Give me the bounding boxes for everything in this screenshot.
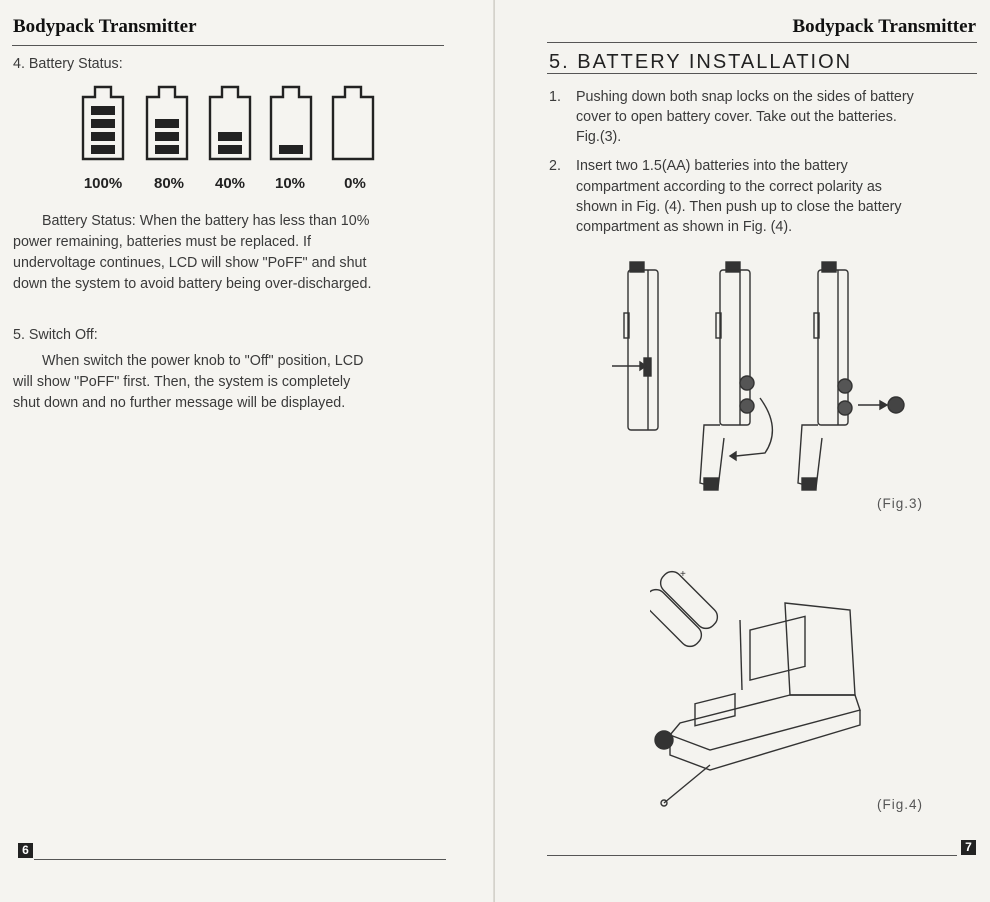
battery-label: 0%	[344, 175, 366, 192]
battery-icon	[210, 87, 250, 159]
left-page-header: Bodypack Transmitter	[13, 16, 197, 37]
step-line: compartment as shown in Fig. (4).	[576, 219, 793, 235]
step-line: cover to open battery cover. Take out the batteries.	[576, 109, 897, 125]
step-line: compartment according to the correct polarity as	[576, 179, 882, 195]
battery-charge-bar	[155, 132, 179, 141]
fig4-illustration	[650, 555, 880, 815]
battery-charge-bar	[218, 132, 242, 141]
battery-icon	[333, 87, 373, 159]
open-transmitter	[655, 603, 860, 806]
header-rule	[547, 42, 977, 43]
battery-label: 80%	[153, 175, 185, 192]
switch-off-heading: 5. Switch Off:	[13, 327, 98, 343]
paragraph-line: shut down and no further message will be displayed.	[13, 395, 346, 411]
battery-outline	[333, 87, 373, 159]
paragraph-line: When switch the power knob to "Off" position, LCD	[42, 353, 364, 369]
battery-label: 100%	[83, 175, 123, 192]
battery-icon	[83, 87, 123, 159]
paragraph-line: down the system to avoid battery being over-discharged.	[13, 276, 372, 292]
page-number: 6	[18, 843, 33, 858]
paragraph-line: Battery Status: When the battery has less than 10%	[42, 213, 370, 229]
battery-icon	[271, 87, 311, 159]
header-rule	[12, 45, 444, 46]
battery-charge-bar	[91, 106, 115, 115]
fig3-illustration	[600, 258, 930, 498]
battery-icon	[147, 87, 187, 159]
paragraph-line: will show "PoFF" first. Then, the system is completely	[13, 374, 351, 390]
battery-icons-svg	[75, 85, 395, 170]
paragraph-line: power remaining, batteries must be replaced. If	[13, 234, 312, 250]
right-page-header: Bodypack Transmitter	[792, 16, 976, 37]
fig3-caption: (Fig.3)	[877, 496, 924, 511]
svg-text:+: +	[680, 569, 686, 580]
step-number: 2.	[549, 158, 561, 174]
battery-charge-bar	[279, 145, 303, 154]
title-rule	[547, 73, 977, 74]
battery-charge-bar	[155, 145, 179, 154]
battery-charge-bar	[91, 132, 115, 141]
footer-rule	[547, 855, 957, 856]
transmitter-opening	[700, 262, 772, 490]
battery-status-heading: 4. Battery Status:	[13, 56, 123, 72]
paragraph-line: undervoltage continues, LCD will show "PoFF" and shut	[13, 255, 367, 271]
footer-rule	[34, 859, 446, 860]
transmitter-closed	[612, 262, 658, 430]
step-number: 1.	[549, 89, 561, 105]
battery-charge-bar	[218, 145, 242, 154]
step-line: shown in Fig. (4). Then push up to close the battery	[576, 199, 902, 215]
step-line: Pushing down both snap locks on the sides of battery	[576, 89, 914, 105]
fig4-caption: (Fig.4)	[877, 797, 924, 812]
battery-charge-bar	[155, 119, 179, 128]
step-line: Insert two 1.5(AA) batteries into the battery	[576, 158, 848, 174]
aa-batteries	[650, 567, 722, 650]
battery-charge-bar	[91, 145, 115, 154]
transmitter-open-battery-removed	[798, 262, 904, 490]
battery-label: 10%	[274, 175, 306, 192]
page-number: 7	[961, 840, 976, 855]
battery-charge-bar	[91, 119, 115, 128]
step-line: Fig.(3).	[576, 129, 622, 145]
battery-installation-title: 5. BATTERY INSTALLATION	[549, 51, 853, 73]
battery-label: 40%	[214, 175, 246, 192]
